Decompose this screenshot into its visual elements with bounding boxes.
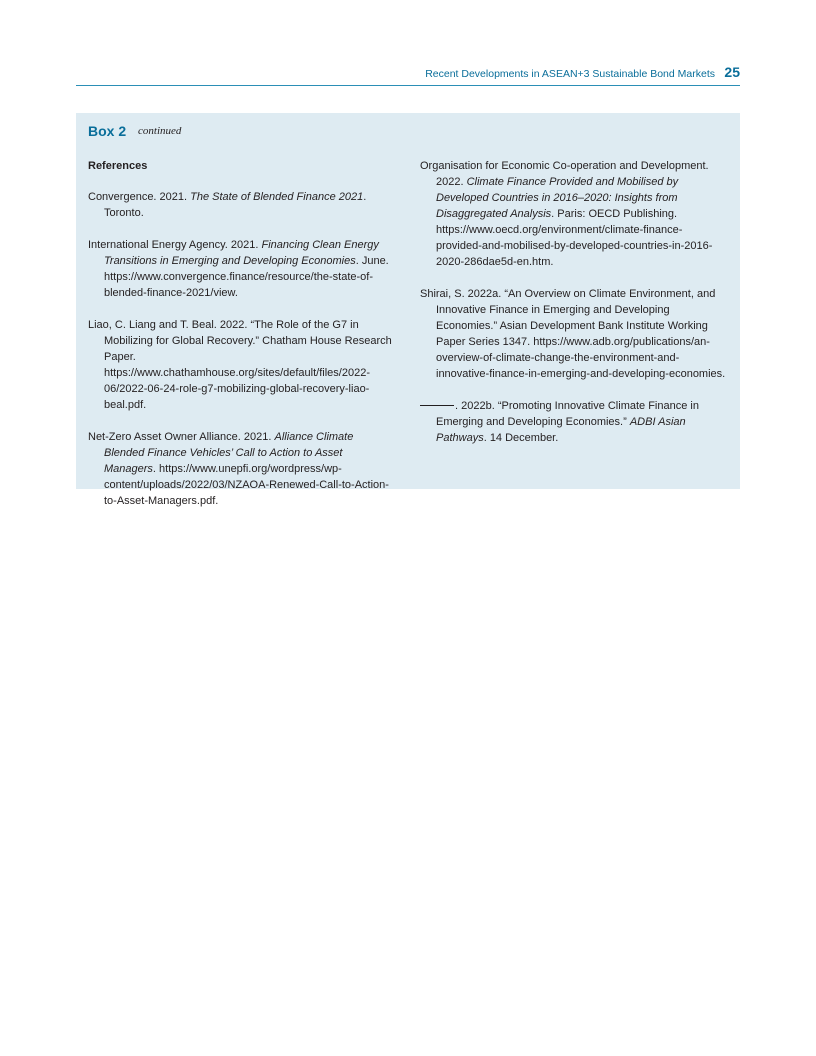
reference-text: . 2022b. “Promoting Innovative Climate Finance in Emerging and Developing Economies.” (436, 400, 699, 428)
reference-title: ADBI Asian Pathways (436, 416, 686, 444)
box-label: Box 2 (88, 123, 127, 139)
reference-text: Net-Zero Asset Owner Alliance. 2021. (88, 431, 275, 443)
reference-entry (88, 317, 394, 413)
reference-entry (88, 429, 394, 509)
reference-title: Financing Clean Energy Transitions in Emerging and Developing Economies (104, 239, 379, 267)
references-heading: References (88, 160, 148, 172)
reference-text: Liao, C. Liang and T. Beal. 2022. “The Role of the G7 in Mobilizing for Global Recovery.” Chatham House Research Paper. https://www.chathamhouse.org/sites/default/files/2022-06/2022-06-24-role-g7-mobilizing-global-recovery-liao-beal.pdf. (88, 319, 392, 411)
running-header (76, 62, 740, 86)
running-header-title: Recent Developments in ASEAN+3 Sustainable Bond Markets (425, 68, 715, 80)
reference-title: Alliance Climate Blended Finance Vehicles’ Call to Action to Asset Managers (104, 431, 354, 475)
references-left-column (88, 158, 394, 525)
reference-title: The State of Blended Finance 2021 (190, 191, 364, 203)
reference-title: Climate Finance Provided and Mobilised by Developed Countries in 2016–2020: Insights from Disaggregated Analysis (436, 176, 679, 220)
references-right-column (420, 158, 728, 462)
reference-entry (88, 237, 394, 301)
box-continued-label: continued (138, 125, 182, 137)
reference-text: Convergence. 2021. (88, 191, 191, 203)
reference-entry (420, 158, 728, 270)
reference-entry (420, 398, 728, 446)
same-author-dash (420, 405, 454, 406)
reference-text: Shirai, S. 2022a. “An Overview on Climate Environment, and Innovative Finance in Emerging and Developing Economies.” Asian Development Bank Institute Working Paper Series 1347. https://www.adb.org/publications/an-overview-of-climate-change-the-environment-and-innovative-finance-in-emerging-and-developing-economies. (420, 288, 726, 380)
reference-text: Organisation for Economic Co-operation and Development. 2022. (420, 160, 709, 188)
reference-text-tail: . Toronto. (104, 191, 367, 219)
reference-text: International Energy Agency. 2021. (88, 239, 262, 251)
box-2-panel (76, 113, 740, 507)
page-number: 25 (724, 64, 740, 80)
reference-entry (420, 286, 728, 382)
reference-entry (88, 189, 394, 221)
reference-text-tail: . Paris: OECD Publishing. https://www.oecd.org/environment/climate-finance-provided-and-mobilised-by-developed-countries-in-2016-2020-286dae5d-en.htm. (436, 208, 713, 268)
reference-text-tail: . June. https://www.convergence.finance/resource/the-state-of-blended-finance-2021/view. (104, 255, 389, 299)
reference-text-tail: . 14 December. (483, 432, 559, 444)
reference-text-tail: . https://www.unepfi.org/wordpress/wp-content/uploads/2022/03/NZAOA-Renewed-Call-to-Action-to-Asset-Managers.pdf. (104, 463, 389, 507)
